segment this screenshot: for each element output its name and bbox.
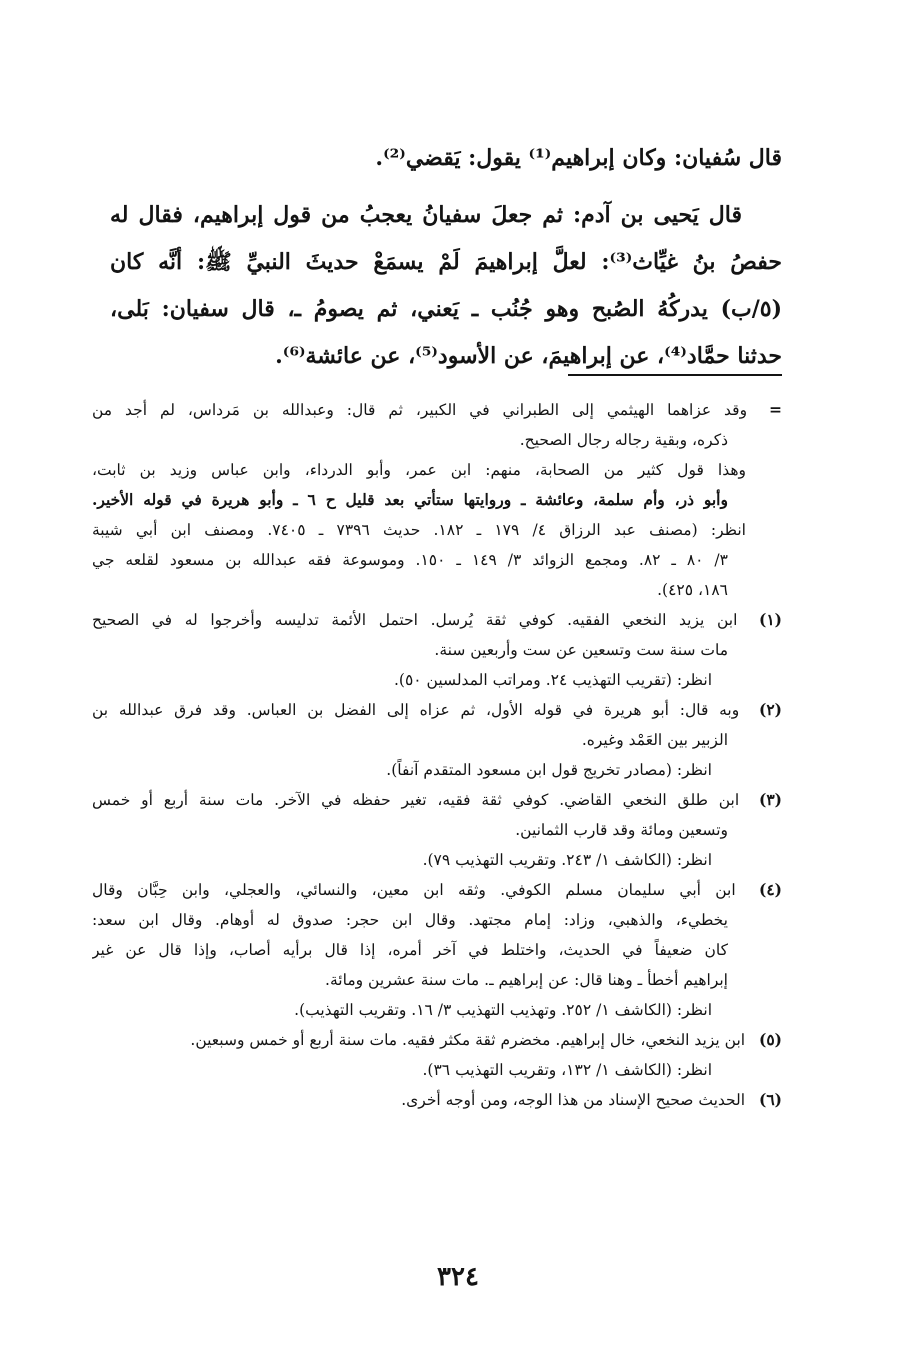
footnote-continuation-line: وأبو ذر، وأم سلمة، وعائشة ـ وروايتها ستأتي بعد قليل ح ٦ ـ وأبو هريرة في قوله الأخير. xyxy=(92,490,728,509)
main-line: قال سُفيان: وكان إبراهيم⁽¹⁾ يقول: يَقضي⁽²⁾. xyxy=(375,145,782,171)
main-line: حفصُ بنُ غيِّاث⁽³⁾: لعلَّ إبراهيمَ لَمْ يسمَعْ حديثَ النبيِّ ﷺ: أنَّه كان xyxy=(110,249,782,275)
footnote-source-line: ٣/ ٨٠ ـ ٨٢. ومجمع الزوائد ٣/ ١٤٩ ـ ١٥٠. وموسوعة فقه عبدالله بن مسعود لقلعه جي xyxy=(92,551,728,569)
footnote-2: (٢) وبه قال: أبو هريرة في قوله الأول، ثم عزاه إلى الفضل بن العباس. وقد فرق عبدالله بن xyxy=(92,695,782,725)
footnote-source-line: انظر: (مصنف عبد الرزاق ٤/ ١٧٩ ـ ١٨٢. حديث ٧٣٩٦ ـ ٧٤٠٥. ومصنف ابن أبي شيبة xyxy=(92,521,746,539)
footnote-number: (٥) xyxy=(758,1030,782,1049)
footnote-source-line: ١٨٦، ٤٢٥). xyxy=(657,581,728,599)
footnote-source: انظر: (تقريب التهذيب ٢٤. ومراتب المدلسين ٥٠). xyxy=(393,671,712,689)
footnote-line: الزبير بين العَمْد وغيره. xyxy=(581,731,728,749)
footnote-line: إبراهيم أخطأ ـ وهنا قال: عن إبراهيم ـ. مات سنة عشرين ومائة. xyxy=(325,971,728,989)
footnote-continuation-line: = وقد عزاهما الهيثمي إلى الطبراني في الكبير، ثم قال: وعبدالله بن مَرداس، لم أجد من xyxy=(92,395,782,425)
footnote-line: وتسعين ومائة وقد قارب الثمانين. xyxy=(515,821,728,839)
footnote-line: مات سنة ست وتسعين عن ست وأربعين سنة. xyxy=(434,641,728,659)
footnote-line: كان ضعيفاً في الحديث، واختلط في آخر أمره، إذا قال برأيه أصاب، وإذا قال عن غير xyxy=(92,941,728,959)
footnote-number: (٤) xyxy=(758,880,782,899)
footnote-1: (١) ابن يزيد النخعي الفقيه. كوفي ثقة يُرسل. احتمل الأئمة تدليسه وأخرجوا له في الصحيح xyxy=(92,605,782,635)
footnote-5: (٥) ابن يزيد النخعي، خال إبراهيم. مخضرم ثقة مكثر فقيه. مات سنة أربع أو خمس وسبعين. xyxy=(92,1025,782,1055)
footnote-continuation-line: ذكره، وبقية رجاله رجال الصحيح. xyxy=(519,431,728,449)
continuation-marker: = xyxy=(769,400,782,419)
main-line: حدثنا حمَّاد⁽⁴⁾، عن إبراهيمَ، عن الأسود⁽⁵⁾، عن عائشة⁽⁶⁾. xyxy=(275,343,782,369)
footnote-6: (٦) الحديث صحيح الإسناد من هذا الوجه، ومن أوجه أخرى. xyxy=(92,1085,782,1115)
footnote-3: (٣) ابن طلق النخعي القاضي. كوفي ثقة فقيه، تغير حفظه في الآخر. مات سنة أربع أو خمس xyxy=(92,785,782,815)
main-text xyxy=(110,135,782,380)
footnote-separator xyxy=(568,374,782,376)
main-line: قال يَحيى بن آدم: ثم جعلَ سفيانُ يعجبُ من قول إبراهيم، فقال له xyxy=(110,202,742,228)
footnote-continuation-line: وهذا قول كثير من الصحابة، منهم: ابن عمر، وأبو الدرداء، وابن عباس وزيد بن ثابت، xyxy=(92,461,746,479)
footnote-number: (٢) xyxy=(758,700,782,719)
footnote-source: انظر: (الكاشف ١/ ٢٥٢. وتهذيب التهذيب ٣/ ١٦. وتقريب التهذيب). xyxy=(294,1001,712,1019)
footnote-number: (١) xyxy=(758,610,782,629)
main-line: (٥/ب) يدركُهُ الصُبح وهو جُنُب ـ يَعني، ثم يصومُ ـ، قال سفيان: بَلى، xyxy=(110,296,782,322)
page-number: ٣٢٤ xyxy=(437,1262,479,1292)
footnote-4: (٤) ابن أبي سليمان مسلم الكوفي. وثقه ابن معين، والنسائي، والعجلي، وابن حِبَّان وقال xyxy=(92,875,782,905)
footnote-source: انظر: (الكاشف ١/ ١٣٢، وتقريب التهذيب ٣٦). xyxy=(422,1061,712,1079)
footnote-line: يخطيء، والذهبي، وزاد: إمام مجتهد. وقال ابن حجر: صدوق له أوهام. وقال ابن سعد: xyxy=(92,911,728,929)
footnote-source: انظر: (الكاشف ١/ ٢٤٣. وتقريب التهذيب ٧٩). xyxy=(422,851,712,869)
footnote-number: (٣) xyxy=(758,790,782,809)
footnote-number: (٦) xyxy=(758,1090,782,1109)
footnote-source: انظر: (مصادر تخريج قول ابن مسعود المتقدم آنفاً). xyxy=(386,761,712,779)
footnotes xyxy=(92,395,782,1115)
